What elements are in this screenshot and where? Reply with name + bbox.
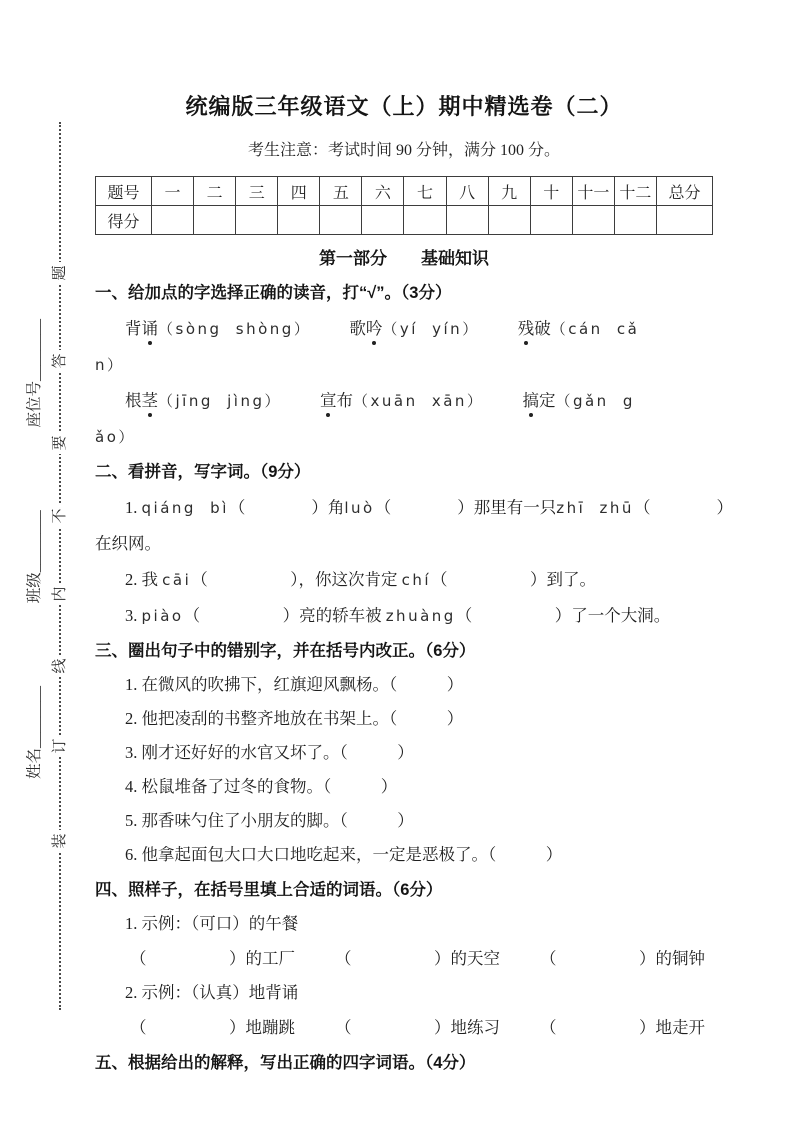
score-header-cell: 十 [530, 177, 572, 206]
score-header-cell: 四 [278, 177, 320, 206]
q3-item-3: 3. 刚才还好好的水官又坏了。（ ） [125, 743, 414, 762]
page-title: 统编版三年级语文（上）期中精选卷（二） [185, 94, 623, 119]
pinyin-text: （gǎn g [555, 392, 635, 410]
chinese-text: （ ）到了。 [431, 570, 597, 589]
score-blank-cell [657, 206, 713, 235]
score-header-cell: 题号 [96, 177, 152, 206]
pinyin-text: （cán cǎ [550, 320, 640, 338]
q1-heading: 一、给加点的字选择正确的读音，打“√”。（3分） [95, 284, 452, 302]
chinese-text: （ ）了一个大洞。 [455, 606, 671, 625]
q1-line-1 [95, 318, 713, 340]
q4-example-1: 1. 示例：（可口）的午餐 [125, 914, 299, 933]
score-header-cell: 十一 [572, 177, 614, 206]
binding-char: 要 [49, 432, 71, 454]
score-blank-cell [488, 206, 530, 235]
exam-content [95, 0, 733, 1074]
pinyin-text: zhī zhū [556, 499, 634, 517]
score-header-cell: 一 [152, 177, 194, 206]
score-blank-cell [278, 206, 320, 235]
binding-line [52, 122, 68, 1010]
chinese-text: （ ） [633, 498, 733, 517]
dotted-char: 茎 [141, 391, 158, 410]
q1-line-2 [95, 354, 713, 376]
q3-item-1: 1. 在微风的吹拂下，红旗迎风飘杨。（ ） [125, 675, 464, 694]
score-table [95, 176, 713, 235]
dotted-char: 残 [517, 319, 535, 338]
chinese-text: 背 [125, 319, 142, 338]
pinyin-text: cāi [162, 571, 192, 589]
pinyin-text: qiáng bì [141, 499, 229, 517]
q2-item-2 [95, 569, 713, 591]
q4-fill-row-1 [95, 948, 713, 970]
q5-heading: 五、根据给出的解释，写出正确的四字词语。（4分） [95, 1054, 476, 1072]
q2-item-3 [95, 605, 713, 627]
score-blank-cell [236, 206, 278, 235]
chinese-text: （ ）那里有一只 [374, 498, 557, 517]
score-header-cell: 总分 [657, 177, 713, 206]
score-blank-cell [152, 206, 194, 235]
score-header-cell: 八 [446, 177, 488, 206]
chinese-text: 3. [125, 606, 142, 625]
class-field: 班级________ [26, 510, 43, 604]
dotted-char: 吟 [365, 319, 383, 338]
score-blank-cell [530, 206, 572, 235]
score-blank-cell [362, 206, 404, 235]
name-field: 姓名________ [26, 685, 43, 779]
pinyin-text: （sòng shòng） [158, 320, 312, 338]
dotted-char: 诵 [141, 319, 158, 338]
fill-blank: （ ）地练习 [335, 1018, 500, 1037]
q4-heading: 四、照样子，在括号里填上合适的词语。（6分） [95, 881, 443, 899]
binding-char: 不 [49, 505, 71, 527]
q3-heading: 三、圈出句子中的错别字，并在括号内改正。（6分） [95, 642, 476, 660]
pinyin-text: n） [95, 356, 125, 374]
q3-item-4: 4. 松鼠堆备了过冬的食物。（ ） [125, 777, 398, 796]
score-header-cell: 九 [488, 177, 530, 206]
score-header-cell: 三 [236, 177, 278, 206]
chinese-text: 根 [125, 391, 142, 410]
fill-blank: （ ）地走开 [540, 1018, 705, 1037]
fill-blank: （ ）的铜钟 [540, 949, 705, 968]
score-label-cell: 得分 [96, 206, 152, 235]
chinese-text: （ ），你这次肯定 [191, 570, 402, 589]
chinese-text: （ ）亮的轿车被 [183, 606, 386, 625]
student-info-fields [22, 319, 44, 779]
chinese-text: 在织网。 [95, 534, 161, 553]
fill-blank: （ ）的天空 [335, 949, 500, 968]
score-blank-cell [320, 206, 362, 235]
part1-heading: 第一部分 基础知识 [319, 249, 489, 268]
q2-item-1-wrap [95, 533, 713, 555]
score-header-cell: 六 [362, 177, 404, 206]
pinyin-text: chí [401, 571, 432, 589]
dotted-char: 宣 [320, 391, 337, 410]
score-blank-cell [404, 206, 446, 235]
pinyin-text: zhuàng [385, 607, 456, 625]
q2-item-1 [95, 497, 733, 519]
q1-line-3 [95, 390, 713, 412]
q3-item-2: 2. 他把凌刮的书整齐地放在书架上。（ ） [125, 709, 464, 728]
chinese-text: （ ）角 [228, 498, 345, 517]
score-blank-cell [614, 206, 656, 235]
chinese-text: 2. 我 [125, 570, 163, 589]
binding-char: 题 [49, 262, 71, 284]
score-table-header-row [96, 177, 713, 206]
q1-line-4 [95, 426, 713, 448]
chinese-text: 破 [534, 319, 551, 338]
q2-heading: 二、看拼音，写字词。（9分） [95, 463, 311, 481]
score-header-cell: 七 [404, 177, 446, 206]
fill-blank: （ ）的工厂 [130, 949, 295, 968]
q3-item-6: 6. 他拿起面包大口大口地吃起来，一定是恶极了。（ ） [125, 845, 563, 864]
chinese-text: 定 [538, 391, 556, 410]
seat-number-field: 座位号________ [26, 319, 43, 428]
pinyin-text: （jīng jìng） [158, 392, 282, 410]
binding-char: 装 [49, 830, 71, 852]
pinyin-text: ǎo） [95, 428, 136, 446]
binding-char: 线 [49, 655, 71, 677]
score-header-cell: 五 [320, 177, 362, 206]
pinyin-text: piào [141, 607, 184, 625]
score-header-cell: 二 [194, 177, 236, 206]
score-blank-cell [194, 206, 236, 235]
chinese-text: 歌 [349, 319, 366, 338]
score-blank-cell [446, 206, 488, 235]
pinyin-text: （xuān xān） [353, 392, 485, 410]
q4-example-2: 2. 示例：（认真）地背诵 [125, 983, 299, 1002]
binding-char: 答 [49, 350, 71, 372]
fill-blank: （ ）地蹦跳 [130, 1018, 295, 1037]
exam-notice: 考生注意：考试时间 90 分钟，满分 100 分。 [247, 142, 560, 159]
score-table-score-row [96, 206, 713, 235]
pinyin-text: luò [344, 499, 375, 517]
score-header-cell: 十二 [614, 177, 656, 206]
q4-fill-row-2 [95, 1017, 713, 1039]
q3-item-5: 5. 那香味勺住了小朋友的脚。（ ） [125, 811, 414, 830]
score-blank-cell [572, 206, 614, 235]
binding-char: 订 [49, 735, 71, 757]
chinese-text: 布 [336, 391, 353, 410]
dotted-char: 搞 [522, 391, 539, 410]
pinyin-text: （yí yín） [382, 320, 480, 338]
binding-char: 内 [49, 583, 71, 605]
chinese-text: 1. [125, 498, 142, 517]
